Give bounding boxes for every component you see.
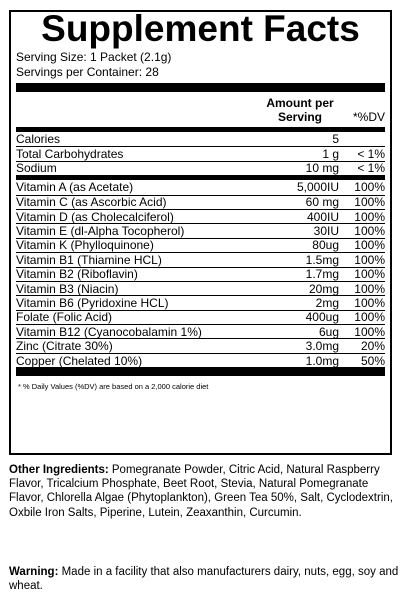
nutrient-dv: 100% — [354, 324, 385, 339]
nutrient-row — [16, 180, 385, 194]
nutrient-name: Vitamin E (dl-Alpha Tocopherol) — [16, 224, 185, 239]
divider-thick — [16, 83, 385, 92]
nutrient-row — [16, 338, 385, 352]
warning — [9, 565, 399, 593]
nutrient-name: Vitamin C (as Ascorbic Acid) — [16, 195, 167, 210]
nutrient-amount: 80ug — [312, 238, 339, 253]
nutrient-amount: 3.0mg — [305, 339, 339, 354]
serving-size: Serving Size: 1 Packet (2.1g) — [16, 50, 172, 64]
column-header — [16, 92, 385, 127]
dv-header: *%DV — [352, 110, 385, 124]
nutrient-row — [16, 324, 385, 338]
nutrient-row — [16, 281, 385, 295]
nutrient-amount: 30IU — [313, 224, 339, 239]
amount-header: Amount per Serving — [266, 96, 334, 124]
nutrient-row — [16, 161, 385, 175]
nutrient-name: Vitamin K (Phylloquinone) — [16, 238, 154, 253]
nutrient-amount: 5,000IU — [296, 180, 339, 195]
dv-footnote: * % Daily Values (%DV) are based on a 2,000 calorie diet — [18, 382, 209, 392]
nutrient-dv: 100% — [354, 252, 385, 267]
nutrient-row — [16, 146, 385, 160]
nutrient-name: Vitamin B2 (Riboflavin) — [16, 267, 138, 282]
nutrient-dv: 100% — [354, 281, 385, 296]
nutrient-row — [16, 195, 385, 209]
nutrient-amount: 5 — [332, 132, 339, 147]
nutrient-name: Total Carbohydrates — [16, 147, 124, 162]
nutrient-row — [16, 238, 385, 252]
ingredients-text: Pomegranate Powder, Citric Acid, Natural Raspberry Flavor, Tricalcium Phosphate, Beet Root, Stevia, Natural Pomegranate Flavor, Chlorella Algae (Phytoplankton), Green Tea 50%, Salt, Cyclodextrin, Oxbile Iron Salts, Piperine, Lutein, Zeaxanthin, Curcumin. — [9, 464, 393, 519]
nutrient-dv: 100% — [354, 267, 385, 282]
nutrient-row — [16, 310, 385, 324]
nutrient-name: Vitamin B3 (Niacin) — [16, 281, 119, 296]
nutrient-row — [16, 252, 385, 266]
nutrient-dv: 20% — [360, 339, 385, 354]
nutrient-amount: 10 mg — [305, 161, 339, 176]
warning-text: Made in a facility that also manufacturers dairy, nuts, egg, soy and wheat. — [9, 566, 399, 593]
nutrient-amount: 1.5mg — [305, 252, 339, 267]
nutrient-name: Copper (Chelated 10%) — [16, 353, 143, 368]
ingredients-label: Other Ingredients: — [9, 464, 109, 476]
servings-per-container: Servings per Container: 28 — [16, 65, 159, 79]
nutrient-name: Zinc (Citrate 30%) — [16, 339, 113, 354]
nutrient-dv: 100% — [354, 209, 385, 224]
nutrient-dv: 100% — [354, 224, 385, 239]
nutrient-dv: < 1% — [357, 161, 385, 176]
nutrient-amount: 400ug — [305, 310, 339, 325]
nutrient-dv: 100% — [354, 296, 385, 310]
nutrient-row — [16, 209, 385, 223]
nutrient-row — [16, 295, 385, 309]
nutrient-name: Folate (Folic Acid) — [16, 310, 113, 325]
other-ingredients — [9, 463, 399, 520]
nutrient-row — [16, 132, 385, 146]
nutrient-row — [16, 353, 385, 367]
nutrient-amount: 1.0mg — [305, 353, 339, 368]
nutrient-amount: 2mg — [315, 296, 339, 310]
nutrient-name: Vitamin D (as Cholecalciferol) — [16, 209, 174, 224]
nutrient-dv: 100% — [354, 195, 385, 210]
nutrient-name: Calories — [16, 132, 61, 147]
panel-title: Supplement Facts — [41, 8, 360, 49]
divider-thick — [16, 367, 385, 376]
nutrient-amount: 1.7mg — [305, 267, 339, 282]
nutrient-dv: 100% — [354, 238, 385, 253]
supplement-facts-panel — [9, 10, 392, 455]
nutrient-amount: 60 mg — [305, 195, 339, 210]
nutrient-name: Vitamin B6 (Pyridoxine HCL) — [16, 296, 169, 310]
nutrient-name: Sodium — [16, 161, 57, 176]
nutrient-name: Vitamin B12 (Cyanocobalamin 1%) — [16, 324, 202, 339]
nutrient-dv: 100% — [354, 310, 385, 325]
nutrient-row — [16, 223, 385, 237]
nutrient-dv: 100% — [354, 180, 385, 195]
nutrient-name: Vitamin A (as Acetate) — [16, 180, 134, 195]
nutrient-amount: 6ug — [318, 324, 339, 339]
nutrient-amount: 20mg — [308, 281, 339, 296]
nutrient-dv: < 1% — [357, 147, 385, 162]
nutrient-group-vitamins — [16, 180, 385, 367]
nutrient-amount: 400IU — [306, 209, 339, 224]
nutrient-amount: 1 g — [322, 147, 339, 162]
warning-label: Warning: — [9, 566, 59, 578]
nutrient-row — [16, 267, 385, 281]
nutrient-group-basic — [16, 132, 385, 175]
nutrient-dv: 50% — [360, 353, 385, 368]
nutrient-name: Vitamin B1 (Thiamine HCL) — [16, 252, 162, 267]
